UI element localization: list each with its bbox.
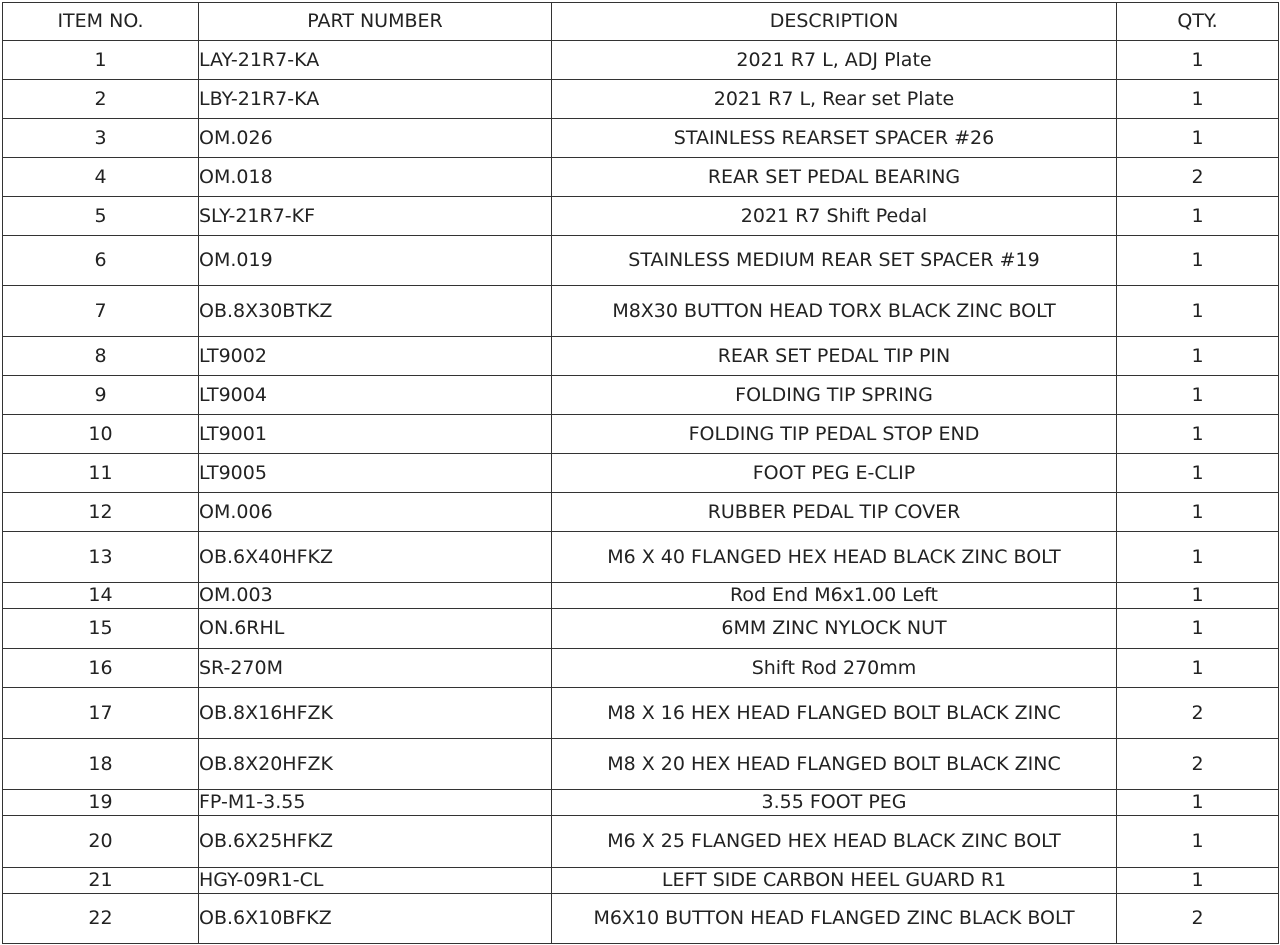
item-number-cell: 17 bbox=[3, 688, 199, 739]
part-number-cell: OB.8X16HFZK bbox=[199, 688, 552, 739]
quantity-cell: 1 bbox=[1117, 119, 1279, 158]
item-number-cell: 7 bbox=[3, 286, 199, 337]
header-description: DESCRIPTION bbox=[552, 3, 1117, 41]
item-number-cell: 11 bbox=[3, 454, 199, 493]
part-number-cell: OB.6X25HFKZ bbox=[199, 816, 552, 868]
quantity-cell: 1 bbox=[1117, 454, 1279, 493]
table-row bbox=[3, 816, 1279, 868]
quantity-cell: 1 bbox=[1117, 286, 1279, 337]
part-number-cell: OB.8X30BTKZ bbox=[199, 286, 552, 337]
table-row bbox=[3, 119, 1279, 158]
description-cell: STAINLESS MEDIUM REAR SET SPACER #19 bbox=[552, 236, 1117, 286]
quantity-cell: 1 bbox=[1117, 376, 1279, 415]
table-row bbox=[3, 688, 1279, 739]
table-body bbox=[3, 41, 1279, 944]
table-row bbox=[3, 739, 1279, 790]
description-cell: REAR SET PEDAL TIP PIN bbox=[552, 337, 1117, 376]
quantity-cell: 1 bbox=[1117, 415, 1279, 454]
part-number-cell: FP-M1-3.55 bbox=[199, 790, 552, 816]
description-cell: M6 X 25 FLANGED HEX HEAD BLACK ZINC BOLT bbox=[552, 816, 1117, 868]
part-number-cell: LAY-21R7-KA bbox=[199, 41, 552, 80]
table-row bbox=[3, 532, 1279, 583]
table-row bbox=[3, 337, 1279, 376]
description-cell: FOLDING TIP PEDAL STOP END bbox=[552, 415, 1117, 454]
part-number-cell: OM.019 bbox=[199, 236, 552, 286]
description-cell: FOOT PEG E-CLIP bbox=[552, 454, 1117, 493]
table-row bbox=[3, 286, 1279, 337]
table-row bbox=[3, 583, 1279, 609]
part-number-cell: OB.6X10BFKZ bbox=[199, 894, 552, 944]
quantity-cell: 1 bbox=[1117, 337, 1279, 376]
item-number-cell: 12 bbox=[3, 493, 199, 532]
description-cell: 6MM ZINC NYLOCK NUT bbox=[552, 609, 1117, 649]
table-row bbox=[3, 80, 1279, 119]
description-cell: LEFT SIDE CARBON HEEL GUARD R1 bbox=[552, 868, 1117, 894]
quantity-cell: 1 bbox=[1117, 197, 1279, 236]
description-cell: M6 X 40 FLANGED HEX HEAD BLACK ZINC BOLT bbox=[552, 532, 1117, 583]
table-row bbox=[3, 41, 1279, 80]
item-number-cell: 10 bbox=[3, 415, 199, 454]
item-number-cell: 1 bbox=[3, 41, 199, 80]
item-number-cell: 22 bbox=[3, 894, 199, 944]
description-cell: M8 X 20 HEX HEAD FLANGED BOLT BLACK ZINC bbox=[552, 739, 1117, 790]
part-number-cell: ON.6RHL bbox=[199, 609, 552, 649]
description-cell: Shift Rod 270mm bbox=[552, 649, 1117, 688]
part-number-cell: HGY-09R1-CL bbox=[199, 868, 552, 894]
header-item-no: ITEM NO. bbox=[3, 3, 199, 41]
table-row bbox=[3, 894, 1279, 944]
description-cell: 2021 R7 L, ADJ Plate bbox=[552, 41, 1117, 80]
quantity-cell: 2 bbox=[1117, 158, 1279, 197]
bill-of-materials-table bbox=[2, 2, 1279, 944]
description-cell: 2021 R7 L, Rear set Plate bbox=[552, 80, 1117, 119]
table-row bbox=[3, 868, 1279, 894]
description-cell: FOLDING TIP SPRING bbox=[552, 376, 1117, 415]
description-cell: 3.55 FOOT PEG bbox=[552, 790, 1117, 816]
description-cell: M8X30 BUTTON HEAD TORX BLACK ZINC BOLT bbox=[552, 286, 1117, 337]
item-number-cell: 13 bbox=[3, 532, 199, 583]
quantity-cell: 1 bbox=[1117, 236, 1279, 286]
description-cell: M8 X 16 HEX HEAD FLANGED BOLT BLACK ZINC bbox=[552, 688, 1117, 739]
table-row bbox=[3, 649, 1279, 688]
item-number-cell: 19 bbox=[3, 790, 199, 816]
header-qty: QTY. bbox=[1117, 3, 1279, 41]
item-number-cell: 18 bbox=[3, 739, 199, 790]
quantity-cell: 1 bbox=[1117, 532, 1279, 583]
part-number-cell: LT9005 bbox=[199, 454, 552, 493]
item-number-cell: 14 bbox=[3, 583, 199, 609]
table-row bbox=[3, 790, 1279, 816]
item-number-cell: 4 bbox=[3, 158, 199, 197]
quantity-cell: 2 bbox=[1117, 894, 1279, 944]
description-cell: REAR SET PEDAL BEARING bbox=[552, 158, 1117, 197]
item-number-cell: 6 bbox=[3, 236, 199, 286]
table-header-row bbox=[3, 3, 1279, 41]
description-cell: Rod End M6x1.00 Left bbox=[552, 583, 1117, 609]
table-row bbox=[3, 415, 1279, 454]
quantity-cell: 1 bbox=[1117, 816, 1279, 868]
item-number-cell: 2 bbox=[3, 80, 199, 119]
header-part-number: PART NUMBER bbox=[199, 3, 552, 41]
quantity-cell: 1 bbox=[1117, 609, 1279, 649]
part-number-cell: OB.8X20HFZK bbox=[199, 739, 552, 790]
table-row bbox=[3, 197, 1279, 236]
description-cell: 2021 R7 Shift Pedal bbox=[552, 197, 1117, 236]
part-number-cell: OB.6X40HFKZ bbox=[199, 532, 552, 583]
part-number-cell: SLY-21R7-KF bbox=[199, 197, 552, 236]
item-number-cell: 5 bbox=[3, 197, 199, 236]
item-number-cell: 15 bbox=[3, 609, 199, 649]
part-number-cell: LT9001 bbox=[199, 415, 552, 454]
item-number-cell: 21 bbox=[3, 868, 199, 894]
description-cell: M6X10 BUTTON HEAD FLANGED ZINC BLACK BOLT bbox=[552, 894, 1117, 944]
quantity-cell: 1 bbox=[1117, 583, 1279, 609]
quantity-cell: 1 bbox=[1117, 868, 1279, 894]
part-number-cell: OM.026 bbox=[199, 119, 552, 158]
quantity-cell: 2 bbox=[1117, 688, 1279, 739]
part-number-cell: LT9004 bbox=[199, 376, 552, 415]
table-row bbox=[3, 236, 1279, 286]
quantity-cell: 1 bbox=[1117, 41, 1279, 80]
table-row bbox=[3, 493, 1279, 532]
part-number-cell: LBY-21R7-KA bbox=[199, 80, 552, 119]
item-number-cell: 8 bbox=[3, 337, 199, 376]
item-number-cell: 9 bbox=[3, 376, 199, 415]
table-row bbox=[3, 376, 1279, 415]
quantity-cell: 1 bbox=[1117, 80, 1279, 119]
quantity-cell: 1 bbox=[1117, 649, 1279, 688]
table-row bbox=[3, 454, 1279, 493]
part-number-cell: SR-270M bbox=[199, 649, 552, 688]
part-number-cell: LT9002 bbox=[199, 337, 552, 376]
quantity-cell: 2 bbox=[1117, 739, 1279, 790]
part-number-cell: OM.003 bbox=[199, 583, 552, 609]
item-number-cell: 20 bbox=[3, 816, 199, 868]
quantity-cell: 1 bbox=[1117, 790, 1279, 816]
description-cell: STAINLESS REARSET SPACER #26 bbox=[552, 119, 1117, 158]
part-number-cell: OM.018 bbox=[199, 158, 552, 197]
table-row bbox=[3, 609, 1279, 649]
part-number-cell: OM.006 bbox=[199, 493, 552, 532]
description-cell: RUBBER PEDAL TIP COVER bbox=[552, 493, 1117, 532]
item-number-cell: 16 bbox=[3, 649, 199, 688]
table-row bbox=[3, 158, 1279, 197]
item-number-cell: 3 bbox=[3, 119, 199, 158]
quantity-cell: 1 bbox=[1117, 493, 1279, 532]
